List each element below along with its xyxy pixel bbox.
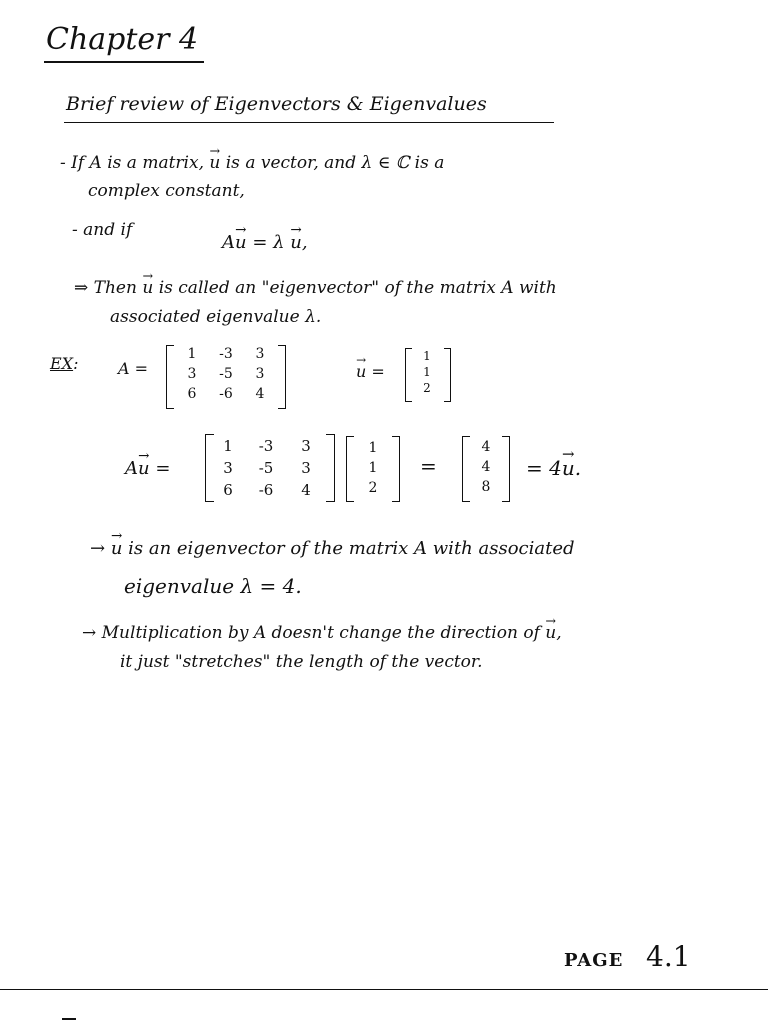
vector-u: → u: [138, 458, 150, 479]
matrix-cell: 6: [187, 386, 197, 402]
vector-u: → u: [562, 456, 575, 480]
matrix-cell: 1: [223, 437, 233, 455]
result-expression: [526, 456, 581, 480]
matrix-cell: -5: [219, 366, 233, 382]
section-title: Brief review of Eigenvectors & Eigenvalues: [66, 93, 487, 115]
definition-line-3: - and if: [72, 220, 133, 240]
definition-text: is a vector, and λ ∈ ℂ is a: [220, 153, 445, 173]
matrix-A-name: A =: [118, 359, 149, 378]
vector-u-def: [356, 362, 385, 381]
matrix-cell: 3: [187, 366, 197, 382]
vector-cell: 1: [368, 440, 378, 456]
vector-u-right-bracket: [444, 348, 451, 402]
conclusion-1-line-1: [90, 538, 575, 559]
equals-sign: =: [155, 458, 171, 479]
example-label: [50, 354, 78, 373]
conclusion-1-line-2: eigenvalue λ = 4.: [124, 574, 302, 598]
matrix-cell: 3: [301, 459, 311, 477]
equals-sign: =: [420, 454, 437, 478]
chapter-title-underline: [44, 61, 204, 63]
page-number: 4.1: [646, 940, 691, 973]
result-scalar: 4: [549, 456, 562, 480]
then-text: is called an "eigenvector" of the matrix A with: [153, 278, 557, 298]
matrix-cell: -6: [219, 386, 233, 402]
period: .: [574, 456, 582, 480]
section-title-underline: [64, 122, 554, 123]
equation-text: ,: [301, 232, 308, 253]
product-lhs: [125, 458, 170, 479]
vector-u: → u: [142, 278, 153, 298]
definition-text: - If A is a matrix,: [60, 153, 210, 173]
conclusion-text: →: [90, 538, 111, 559]
matrix-cell: 3: [255, 346, 265, 362]
conclusion-2-line-1: [82, 623, 562, 643]
vector-u-left-bracket: [405, 348, 412, 402]
vector-cell: 1: [423, 349, 431, 363]
conclusion-2-line-2: it just "stretches" the length of the vector.: [120, 652, 483, 672]
product-matrix-left-bracket: [205, 434, 214, 502]
vector-u: → u: [209, 153, 220, 173]
matrix-A-left-bracket: [166, 345, 174, 409]
page-label: PAGE: [564, 950, 624, 971]
conclusion-text: → Multiplication by A doesn't change the direction of: [82, 623, 546, 643]
equation-text: = λ: [246, 232, 291, 253]
vector-cell: 2: [423, 381, 431, 395]
equals-sign: =: [371, 362, 385, 381]
product-vector-left-bracket: [346, 436, 354, 502]
matrix-cell: 3: [301, 437, 311, 455]
then-line-2: associated eigenvalue λ.: [110, 307, 322, 327]
matrix-cell: 6: [223, 481, 233, 499]
definition-line-1: [60, 153, 444, 173]
matrix-A-right-bracket: [278, 345, 286, 409]
vector-cell: 4: [481, 439, 491, 455]
matrix-cell: 4: [255, 386, 265, 402]
vector-u: → u: [545, 623, 556, 643]
product-A: A: [125, 458, 138, 479]
matrix-cell: -6: [258, 481, 274, 499]
vector-u: → u: [356, 362, 366, 381]
matrix-cell: 1: [187, 346, 197, 362]
conclusion-text: ,: [556, 623, 562, 643]
vector-cell: 1: [368, 460, 378, 476]
vector-u: → u: [290, 232, 302, 253]
vector-u: → u: [235, 232, 247, 253]
matrix-cell: -3: [258, 437, 274, 455]
product-matrix-right-bracket: [326, 434, 335, 502]
matrix-cell: 3: [223, 459, 233, 477]
vector-cell: 1: [423, 365, 431, 379]
then-line-1: [74, 278, 557, 298]
equals-sign: =: [526, 456, 543, 480]
matrix-cell: 4: [301, 481, 311, 499]
vector-cell: 8: [481, 479, 491, 495]
matrix-cell: -5: [258, 459, 274, 477]
conclusion-text: is an eigenvector of the matrix A with associated: [122, 538, 575, 559]
chapter-title: Chapter 4: [46, 22, 199, 57]
vector-u: → u: [111, 538, 123, 559]
example-label-colon: :: [73, 354, 79, 373]
matrix-cell: -3: [219, 346, 233, 362]
definition-line-2: complex constant,: [88, 181, 245, 201]
eigen-equation: [222, 232, 308, 253]
vector-cell: 2: [368, 480, 378, 496]
example-label-text: EX: [50, 354, 74, 373]
product-vector-right-bracket: [392, 436, 400, 502]
result-vector-right-bracket: [502, 436, 510, 502]
next-page-mark: [62, 1018, 76, 1020]
vector-cell: 4: [481, 459, 491, 475]
equation-A: A: [222, 232, 235, 253]
page-bottom-rule: [0, 989, 768, 990]
then-text: ⇒ Then: [74, 278, 143, 298]
matrix-cell: 3: [255, 366, 265, 382]
result-vector-left-bracket: [462, 436, 470, 502]
